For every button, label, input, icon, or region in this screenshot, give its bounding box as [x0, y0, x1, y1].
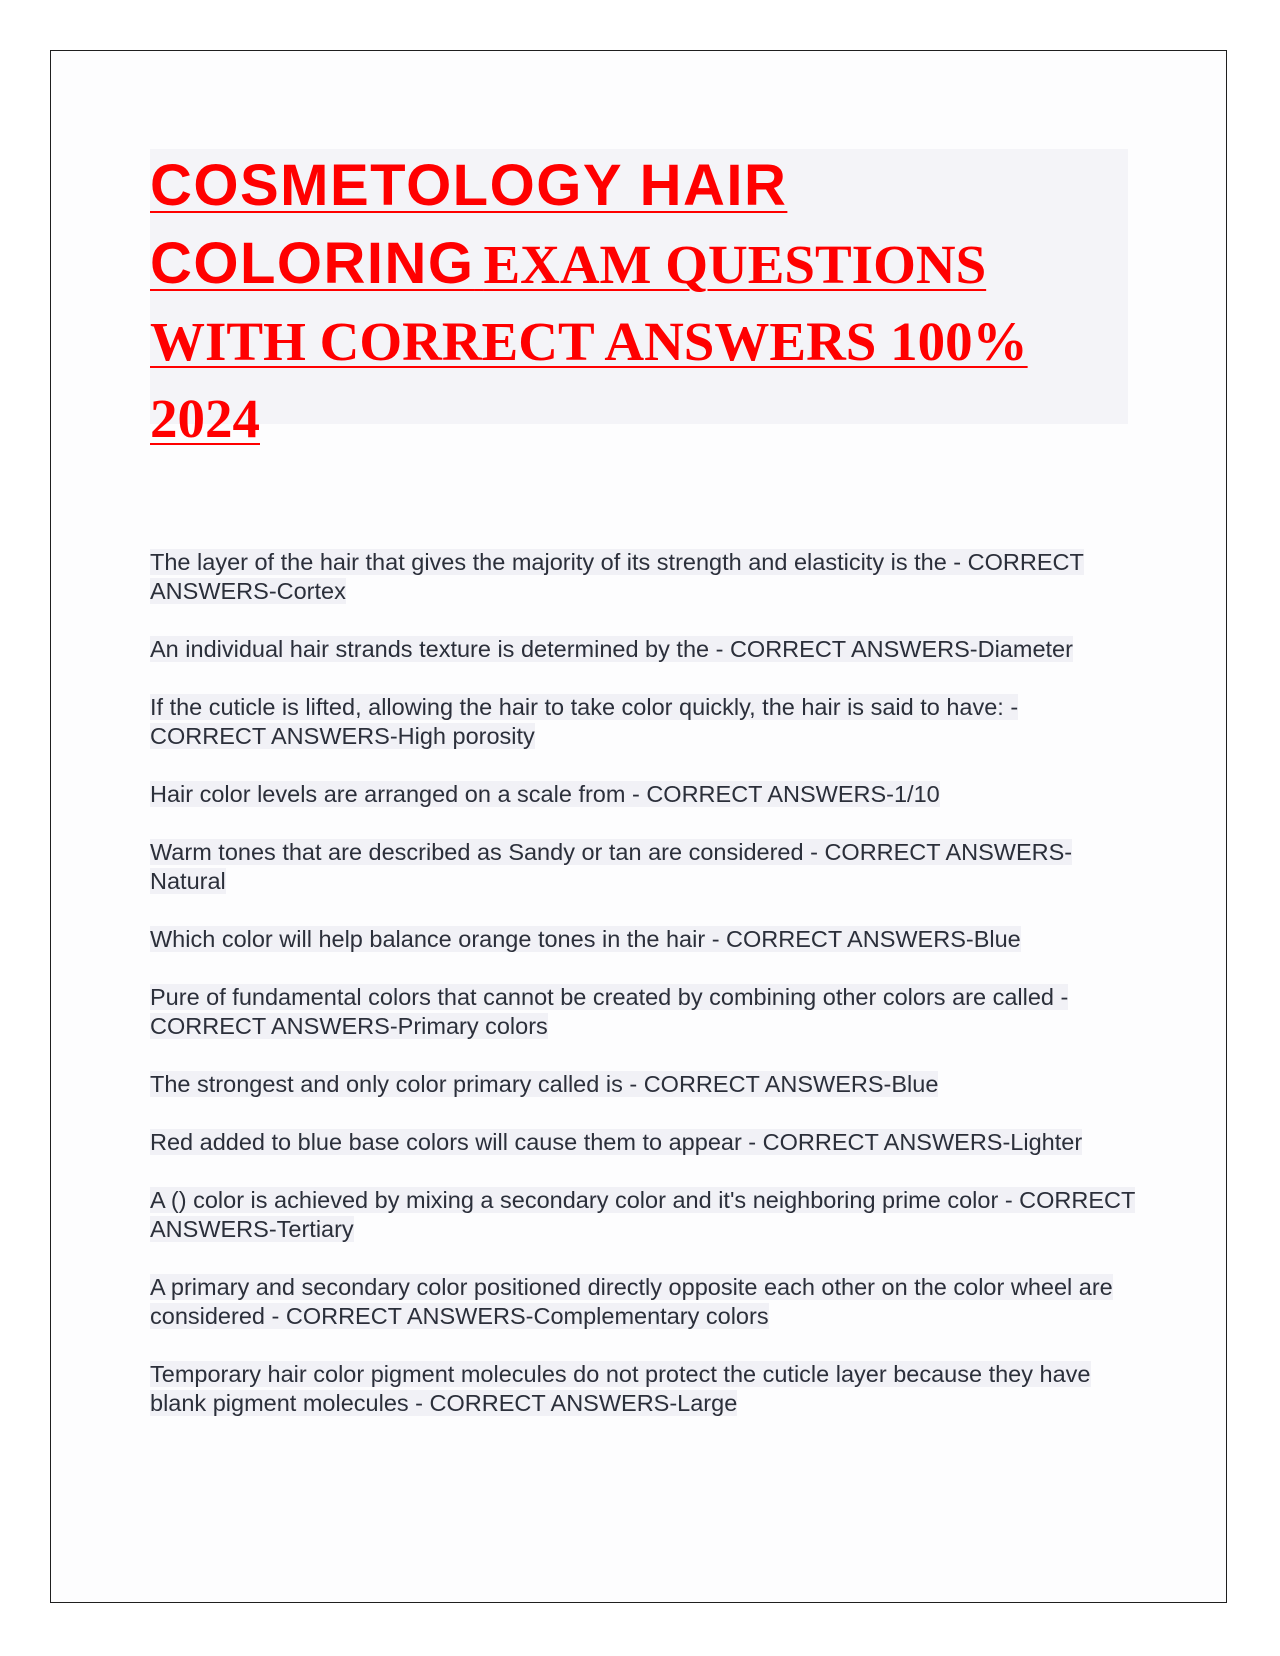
- qa-item: [150, 780, 1140, 809]
- qa-item: [150, 635, 1140, 664]
- qa-item: [150, 1070, 1140, 1099]
- qa-item: [150, 1186, 1140, 1244]
- qa-text: Pure of fundamental colors that cannot be created by combining other colors are called - CORRECT ANSWERS-Primary colors: [150, 984, 1069, 1039]
- qa-text: The strongest and only color primary called is - CORRECT ANSWERS-Blue: [150, 1071, 939, 1097]
- title-part-1: COSMETOLOGY HAIR COLORING: [150, 153, 788, 296]
- qa-text: A () color is achieved by mixing a secondary color and it's neighboring prime color - CORRECT ANSWERS-Tertiary: [150, 1187, 1136, 1242]
- document-title: [150, 151, 1128, 461]
- qa-text: Which color will help balance orange tones in the hair - CORRECT ANSWERS-Blue: [150, 926, 1021, 952]
- qa-item: [150, 838, 1140, 896]
- qa-text: Temporary hair color pigment molecules do not protect the cuticle layer because they have blank pigment molecules - CORRECT ANSWERS-Large: [150, 1361, 1091, 1416]
- qa-item: [150, 983, 1140, 1041]
- qa-text: If the cuticle is lifted, allowing the hair to take color quickly, the hair is said to have: - CORRECT ANSWERS-High porosity: [150, 694, 1019, 749]
- qa-item: [150, 925, 1140, 954]
- qa-text: An individual hair strands texture is determined by the - CORRECT ANSWERS-Diameter: [150, 636, 1073, 662]
- qa-list: [150, 548, 1140, 1447]
- title-block: [150, 149, 1128, 449]
- qa-item: [150, 1128, 1140, 1157]
- qa-item: [150, 1273, 1140, 1331]
- qa-item: [150, 1360, 1140, 1418]
- qa-text: Hair color levels are arranged on a scale from - CORRECT ANSWERS-1/10: [150, 781, 940, 807]
- qa-text: The layer of the hair that gives the majority of its strength and elasticity is the - CORRECT ANSWERS-Cortex: [150, 549, 1084, 604]
- qa-item: [150, 548, 1140, 606]
- qa-text: Red added to blue base colors will cause them to appear - CORRECT ANSWERS-Lighter: [150, 1129, 1083, 1155]
- qa-text: A primary and secondary color positioned directly opposite each other on the color wheel are considered - CORRECT ANSWERS-Complementary colors: [150, 1274, 1113, 1329]
- qa-text: Warm tones that are described as Sandy or tan are considered - CORRECT ANSWERS-Natural: [150, 839, 1073, 894]
- qa-item: [150, 693, 1140, 751]
- title-part-2: EXAM QUESTIONS WITH CORRECT ANSWERS 100% 2024: [150, 234, 1028, 449]
